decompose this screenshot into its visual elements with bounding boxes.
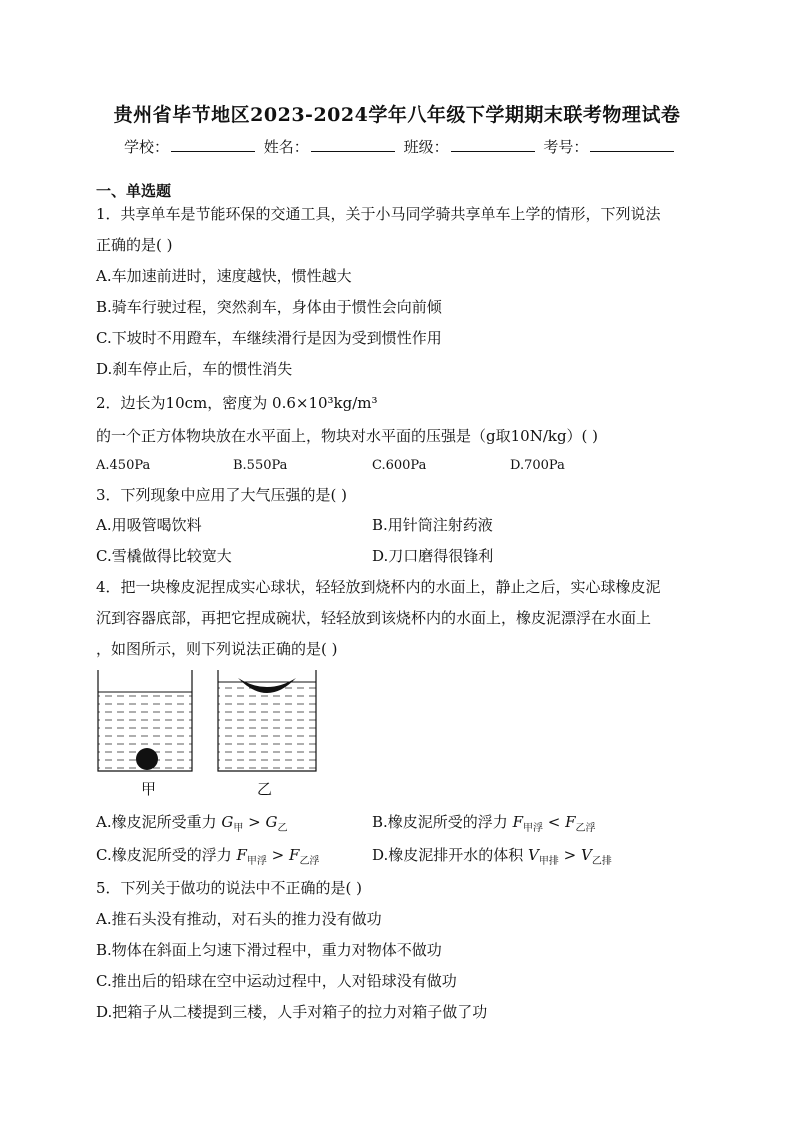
beaker-jia [98,670,192,771]
sunk-clay-ball [136,748,158,770]
q4-figure [92,668,332,776]
q5-option-b[interactable]: B.物体在斜面上匀速下滑过程中，重力对物体不做功 [96,941,442,959]
q1-stem-line2: 正确的是( ) [96,236,173,254]
q3-stem: 3．下列现象中应用了大气压强的是( ) [96,486,348,504]
exam-number-label: 考号： [543,138,589,156]
school-label: 学校： [124,138,170,156]
q4-option-c[interactable]: C.橡皮泥所受的浮力 $F_{甲浮} > F_{乙浮}$ [96,846,320,867]
q5-option-c[interactable]: C.推出后的铅球在空中运动过程中，人对铅球没有做功 [96,972,457,990]
class-label: 班级： [403,138,449,156]
q3-option-b[interactable]: B.用针筒注射药液 [372,516,493,534]
q3-option-d[interactable]: D.刀口磨得很锋利 [372,547,494,565]
q3-option-c[interactable]: C.雪橇做得比较宽大 [96,547,232,565]
beakers-diagram [92,668,332,772]
q3-option-a[interactable]: A.用吸管喝饮料 [96,516,202,534]
q4-stem-line2: 沉到容器底部，再把它捏成碗状，轻轻放到该烧杯内的水面上，橡皮泥漂浮在水面上 [96,609,652,627]
q2-option-c[interactable]: C.600Pa [372,458,427,473]
q4-stem-line1: 4．把一块橡皮泥捏成实心球状，轻轻放到烧杯内的水面上，静止之后，实心球橡皮泥 [96,578,661,596]
name-blank[interactable] [311,139,395,152]
school-blank[interactable] [171,139,255,152]
beaker-yi [218,670,316,771]
q2-option-a[interactable]: A.450Pa [96,458,151,473]
figure-label-jia: 甲 [141,780,157,798]
q2-option-d[interactable]: D.700Pa [510,458,565,473]
q4-stem-line3: ，如图所示，则下列说法正确的是( ) [96,640,338,658]
exam-number-blank[interactable] [590,139,674,152]
q4-option-d[interactable]: D.橡皮泥排开水的体积 $V_{甲排} > V_{乙排}$ [372,846,612,867]
q5-stem: 5．下列关于做功的说法中不正确的是( ) [96,879,363,897]
q4-option-a[interactable]: A.橡皮泥所受重力 $G_甲 > G_乙$ [96,813,288,834]
q5-option-a[interactable]: A.推石头没有推动，对石头的推力没有做功 [96,910,382,928]
q2-stem-line2: 的一个正方体物块放在水平面上，物块对水平面的压强是（g取10N/kg）( ) [96,427,599,445]
page-title: 贵州省毕节地区2023-2024学年八年级下学期期末联考物理试卷 [113,104,681,126]
q1-option-d[interactable]: D.刹车停止后，车的惯性消失 [96,360,293,378]
q2-option-b[interactable]: B.550Pa [233,458,288,473]
q1-option-a[interactable]: A.车加速前进时，速度越快，惯性越大 [96,267,352,285]
figure-label-yi: 乙 [257,780,273,798]
section-heading: 一、单选题 [96,182,172,200]
q1-option-c[interactable]: C.下坡时不用蹬车，车继续滑行是因为受到惯性作用 [96,329,442,347]
q5-option-d[interactable]: D.把箱子从二楼提到三楼，人手对箱子的拉力对箱子做了功 [96,1003,488,1021]
q1-option-b[interactable]: B.骑车行驶过程，突然刹车，身体由于惯性会向前倾 [96,298,442,316]
q1-stem-line1: 1．共享单车是节能环保的交通工具，关于小马同学骑共享单车上学的情形，下列说法 [96,205,661,223]
q4-option-b[interactable]: B.橡皮泥所受的浮力 $F_{甲浮} < F_{乙浮}$ [372,813,596,834]
q2-stem-line1: 2．边长为10cm，密度为 0.6×10³kg/m³ [96,394,378,412]
student-info-row [124,136,678,157]
name-label: 姓名： [263,138,309,156]
class-blank[interactable] [451,139,535,152]
